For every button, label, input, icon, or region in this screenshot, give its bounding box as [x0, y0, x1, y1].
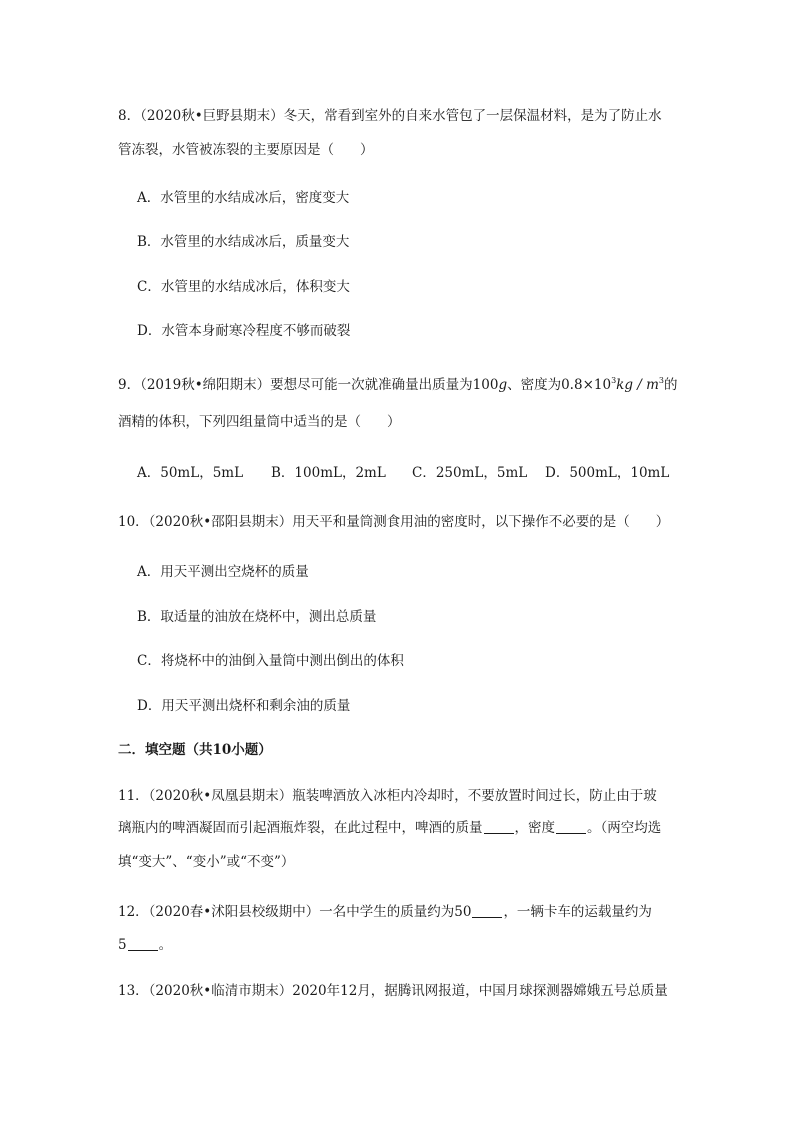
- q9-option-d: D．500mL，10mL: [545, 465, 670, 481]
- q13-stem-line1: 13．（2020秋•临清市期末）2020年12月，据腾讯网报道，中国月球探测器嫦娥五号总质量: [118, 983, 668, 999]
- q10-stem-text: 10．（2020秋•邵阳县期末）用天平和量筒测食用油的密度时，以下操作不必要的是（: [118, 514, 630, 530]
- q9-option-c: C．250mL，5mL: [412, 465, 528, 481]
- q8-option-d: D．水管本身耐寒冷程度不够而破裂: [137, 323, 351, 339]
- q8-stem-line2: [118, 140, 374, 160]
- q8-option-a: A．水管里的水结成冰后，密度变大: [137, 190, 350, 206]
- q9-stem-part1: 9．（2019秋•绵阳期末）要想尽可能一次就准确量出质量为100: [118, 377, 499, 393]
- q9-exponent: 3: [611, 376, 617, 385]
- q11-stem-line2: [118, 818, 661, 838]
- fill-blank[interactable]: [556, 819, 586, 834]
- q11-stem-line3: 填“变大”、“变小”或“不变”）: [118, 854, 295, 870]
- q9-stem-line2: [118, 412, 401, 432]
- q9-options-row: [137, 463, 677, 483]
- q8-stem-line1: 8．（2020秋•巨野县期末）冬天，常看到室外的自来水管包了一层保温材料，是为了防止水: [118, 108, 662, 124]
- q12-stem-part1: 12．（2020春•沭阳县校级期中）一名中学生的质量约为50: [118, 904, 472, 920]
- q9-stem-text: 酒精的体积，下列四组量筒中适当的是（: [118, 414, 361, 430]
- q8-paren-close: ）: [360, 142, 374, 158]
- section-heading-fill-in: 二．填空题（共10小题）: [118, 742, 272, 758]
- q10-option-d: D．用天平测出烧杯和剩余油的质量: [137, 698, 351, 714]
- q9-stem-part3: 的: [664, 377, 678, 393]
- q8-stem-text: 管冻裂，水管被冻裂的主要原因是（: [118, 142, 334, 158]
- q10-stem-line1: [118, 512, 669, 532]
- q10-option-c: C．将烧杯中的油倒入量筒中测出倒出的体积: [137, 653, 404, 669]
- q12-stem-line1: [118, 902, 652, 922]
- q9-paren-close: ）: [387, 414, 401, 430]
- q9-stem-line1: [118, 371, 678, 395]
- fill-blank[interactable]: [128, 936, 158, 951]
- q10-option-a: A．用天平测出空烧杯的质量: [137, 564, 309, 580]
- q12-stem-part3: 5: [118, 937, 127, 953]
- q12-stem-part4: 。: [158, 937, 173, 953]
- q11-stem-part2: ，密度: [514, 820, 555, 836]
- q11-stem-part3: 。（两空均选: [587, 820, 662, 836]
- fill-blank[interactable]: [472, 903, 502, 918]
- q8-option-b: B．水管里的水结成冰后，质量变大: [137, 234, 350, 250]
- q12-stem-line2: [118, 935, 172, 955]
- fill-blank[interactable]: [484, 819, 514, 834]
- q9-option-a: A．50mL，5mL: [137, 465, 244, 481]
- q9-unit-density: kg / m: [616, 377, 659, 393]
- q10-option-b: B．取适量的油放在烧杯中，测出总质量: [137, 609, 377, 625]
- q12-stem-part2: ，一辆卡车的运载量约为: [503, 904, 652, 920]
- q9-exponent-2: 3: [658, 376, 665, 385]
- q11-stem-part1: 璃瓶内的啤酒凝固而引起酒瓶炸裂，在此过程中，啤酒的质量: [118, 820, 483, 836]
- q9-unit-g: g: [498, 377, 508, 393]
- q11-stem-line1: 11．（2020秋•凤凰县期末）瓶装啤酒放入冰柜内冷却时，不要放置时间过长，防止由于玻: [118, 788, 657, 804]
- q9-option-b: B．100mL，2mL: [271, 465, 386, 481]
- q10-paren-close: ）: [655, 514, 670, 530]
- q9-stem-part2: 、密度为0.8×10: [507, 377, 612, 393]
- q8-option-c: C．水管里的水结成冰后，体积变大: [137, 279, 350, 295]
